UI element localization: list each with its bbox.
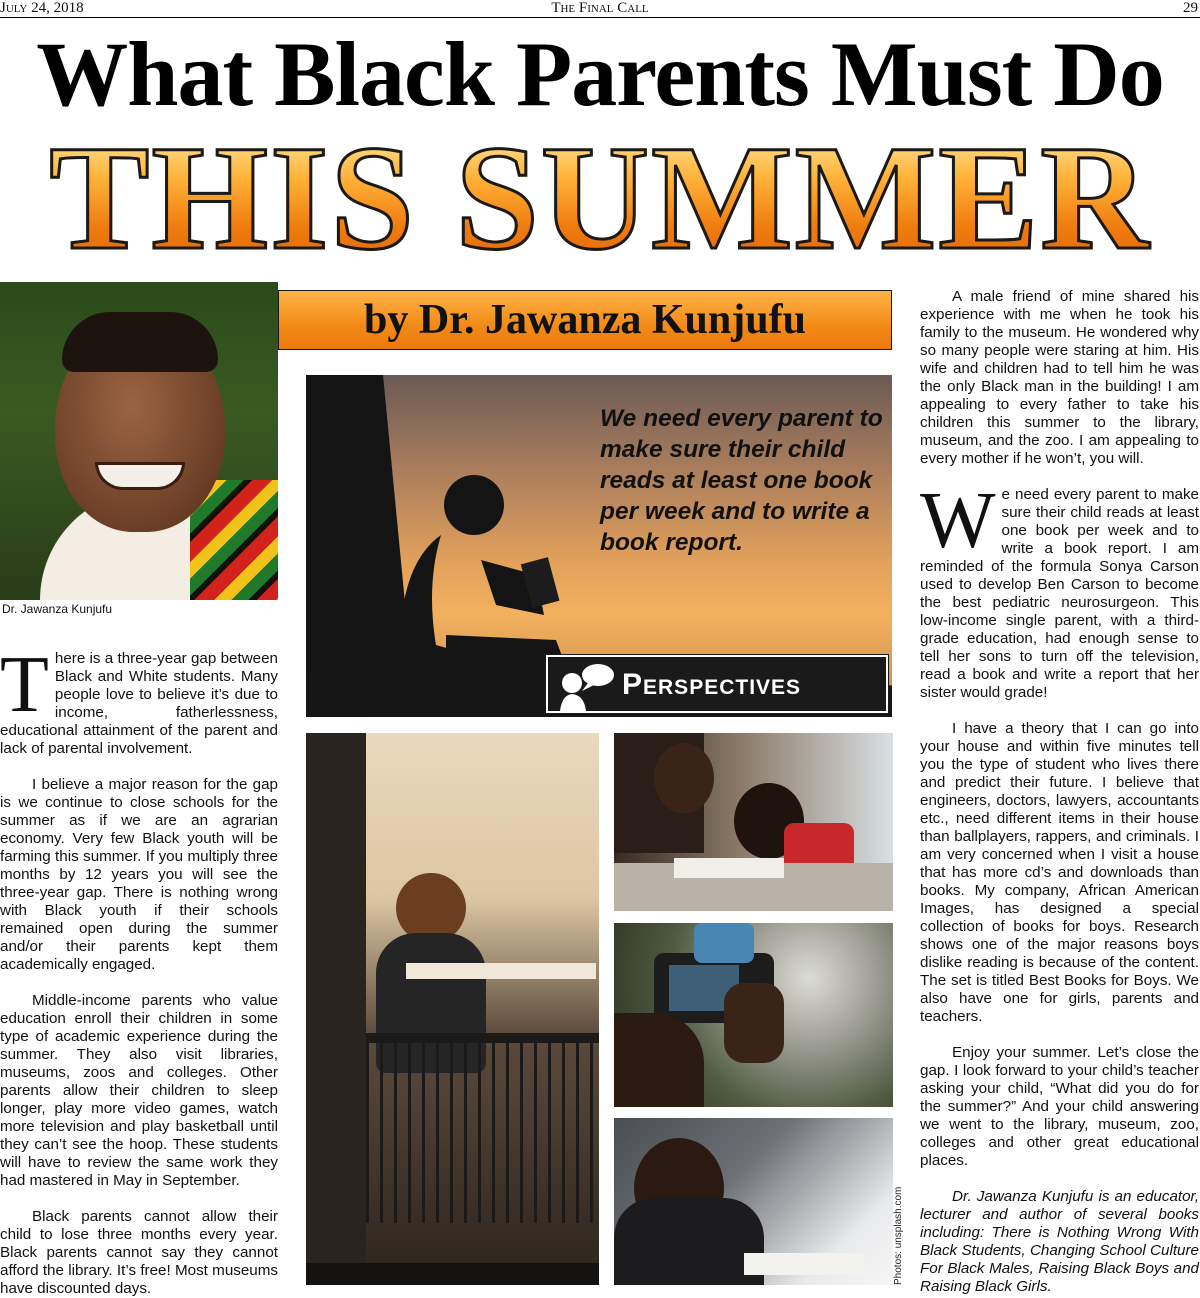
perspectives-wordmark: Perspectives <box>622 668 802 701</box>
newspaper-name: The Final Call <box>551 0 649 16</box>
author-photo <box>0 282 278 600</box>
open-book <box>406 963 596 979</box>
paragraph <box>0 641 278 758</box>
paragraph: Enjoy your summer. Let’s close the gap. I look forward to your child’s teacher asking your child, “What did you do for the summer?” And your child answering we went to the library, museum, zoo, colleges and other great educational places. <box>920 1044 1199 1169</box>
person-head <box>614 1013 704 1107</box>
boy-head-left <box>654 743 714 813</box>
article-column-left <box>0 641 278 1298</box>
notebook <box>674 858 784 878</box>
paragraph: Middle-income parents who value education enroll their children in some type of academic experience during the summer. They also visit libraries, museums, zoos and colleges. Other parents allow their children to sleep longer, play more video games, watch more television and play basketball until they can’t see the hoop. These students will have to review the same work they had mastered in May in September. <box>0 992 278 1189</box>
author-hair <box>62 312 218 372</box>
photo-boys-writing <box>614 733 893 911</box>
drop-cap: W <box>920 477 996 565</box>
headline-line-2: THIS SUMMER <box>0 128 1200 268</box>
hand <box>724 983 784 1063</box>
balcony-railing <box>366 1043 599 1223</box>
perspectives-logo <box>546 655 888 713</box>
headline-line-1: What Black Parents Must Do <box>36 23 1164 125</box>
balcony-rail <box>366 1033 599 1043</box>
author-bio: Dr. Jawanza Kunjufu is an educator, lecturer and author of several books including: There is Nothing Wrong With Black Students, Changing School Culture For Black Males, Raising Black Boys and Raising Black Girls. <box>920 1188 1199 1295</box>
doorframe <box>306 733 366 1285</box>
paragraph: Black parents cannot allow their child to lose three months every year. Black parents cannot say they cannot afford the library. It’s free! Most museums have discounted days. <box>0 1208 278 1297</box>
paragraph <box>920 477 1199 702</box>
pull-quote-image <box>306 375 892 717</box>
photo-camera-hands <box>614 923 893 1107</box>
photo-girl-reading <box>306 733 599 1285</box>
photo-credit: Photos: unsplash.com <box>893 1186 904 1285</box>
paragraph: I have a theory that I can go into your house and within five minutes tell you the type of student who lives there and predict their future. I believe that engineers, doctors, lawyers, accountants etc., need different items in their house than ballplayers, rappers, and criminals. I am very concerned when I visit a house that has more cd’s and downloads than books. My company, African American Images, has designed a special collection of books for boys. Research shows one of the major reasons boys dislike reading is because of the content. The set is titled Best Books for Boys. We also have one for girls, parents and teachers. <box>920 720 1199 1025</box>
floor-shadow <box>306 1263 599 1285</box>
author-photo-caption: Dr. Jawanza Kunjufu <box>2 602 113 616</box>
byline-banner: by Dr. Jawanza Kunjufu <box>278 290 892 350</box>
pull-quote: We need every parent to make sure their child reads at least one book per week and to write a book report. <box>600 405 883 556</box>
drop-cap: T <box>0 641 49 729</box>
photo-student-studying <box>614 1118 893 1285</box>
phone <box>694 923 754 963</box>
page-number: 29 <box>1183 0 1198 16</box>
issue-date: July 24, 2018 <box>0 0 84 16</box>
paragraph: A male friend of mine shared his experience with me when he took his family to the museum. He wondered why so many people were staring at him. His wife and children had to tell him he was the only Black man in the building! I am appealing to every father to take his children this summer to the library, museum, and the zoo. I am appealing to every mother if he won’t, you will. <box>920 288 1199 467</box>
author-smile <box>95 462 185 490</box>
open-textbook <box>744 1253 864 1275</box>
paragraph-text: e need every parent to make sure their child reads at least one book per week and to write a book report. I am reminded of the formula Sonya Carson used to develop Ben Carson to become the best pediatric neurosurgeon. This low-income single parent, with a third-grade education, had enough sense to tell her sons to turn off the television, read a book and write a report that her sister would grade! <box>920 486 1199 701</box>
paragraph-text: here is a three-year gap between Black and White students. Many people love to believe it’s due to income, fatherlessness, educational attainment of the parent and lack of parental involvement. <box>0 650 278 757</box>
page-header <box>0 0 1200 18</box>
speaker-icon <box>554 661 620 711</box>
student-shirt <box>614 1198 764 1285</box>
paragraph: I believe a major reason for the gap is we continue to close schools for the summer as if we are an agrarian economy. Very few Black youth will be farming this summer. If you multiply three months by 12 years you will see the three-year gap. There is nothing wrong with Black youth if their schools remained open during the summer and/or their parents kept them academically engaged. <box>0 776 278 973</box>
article-column-right <box>920 288 1199 1296</box>
